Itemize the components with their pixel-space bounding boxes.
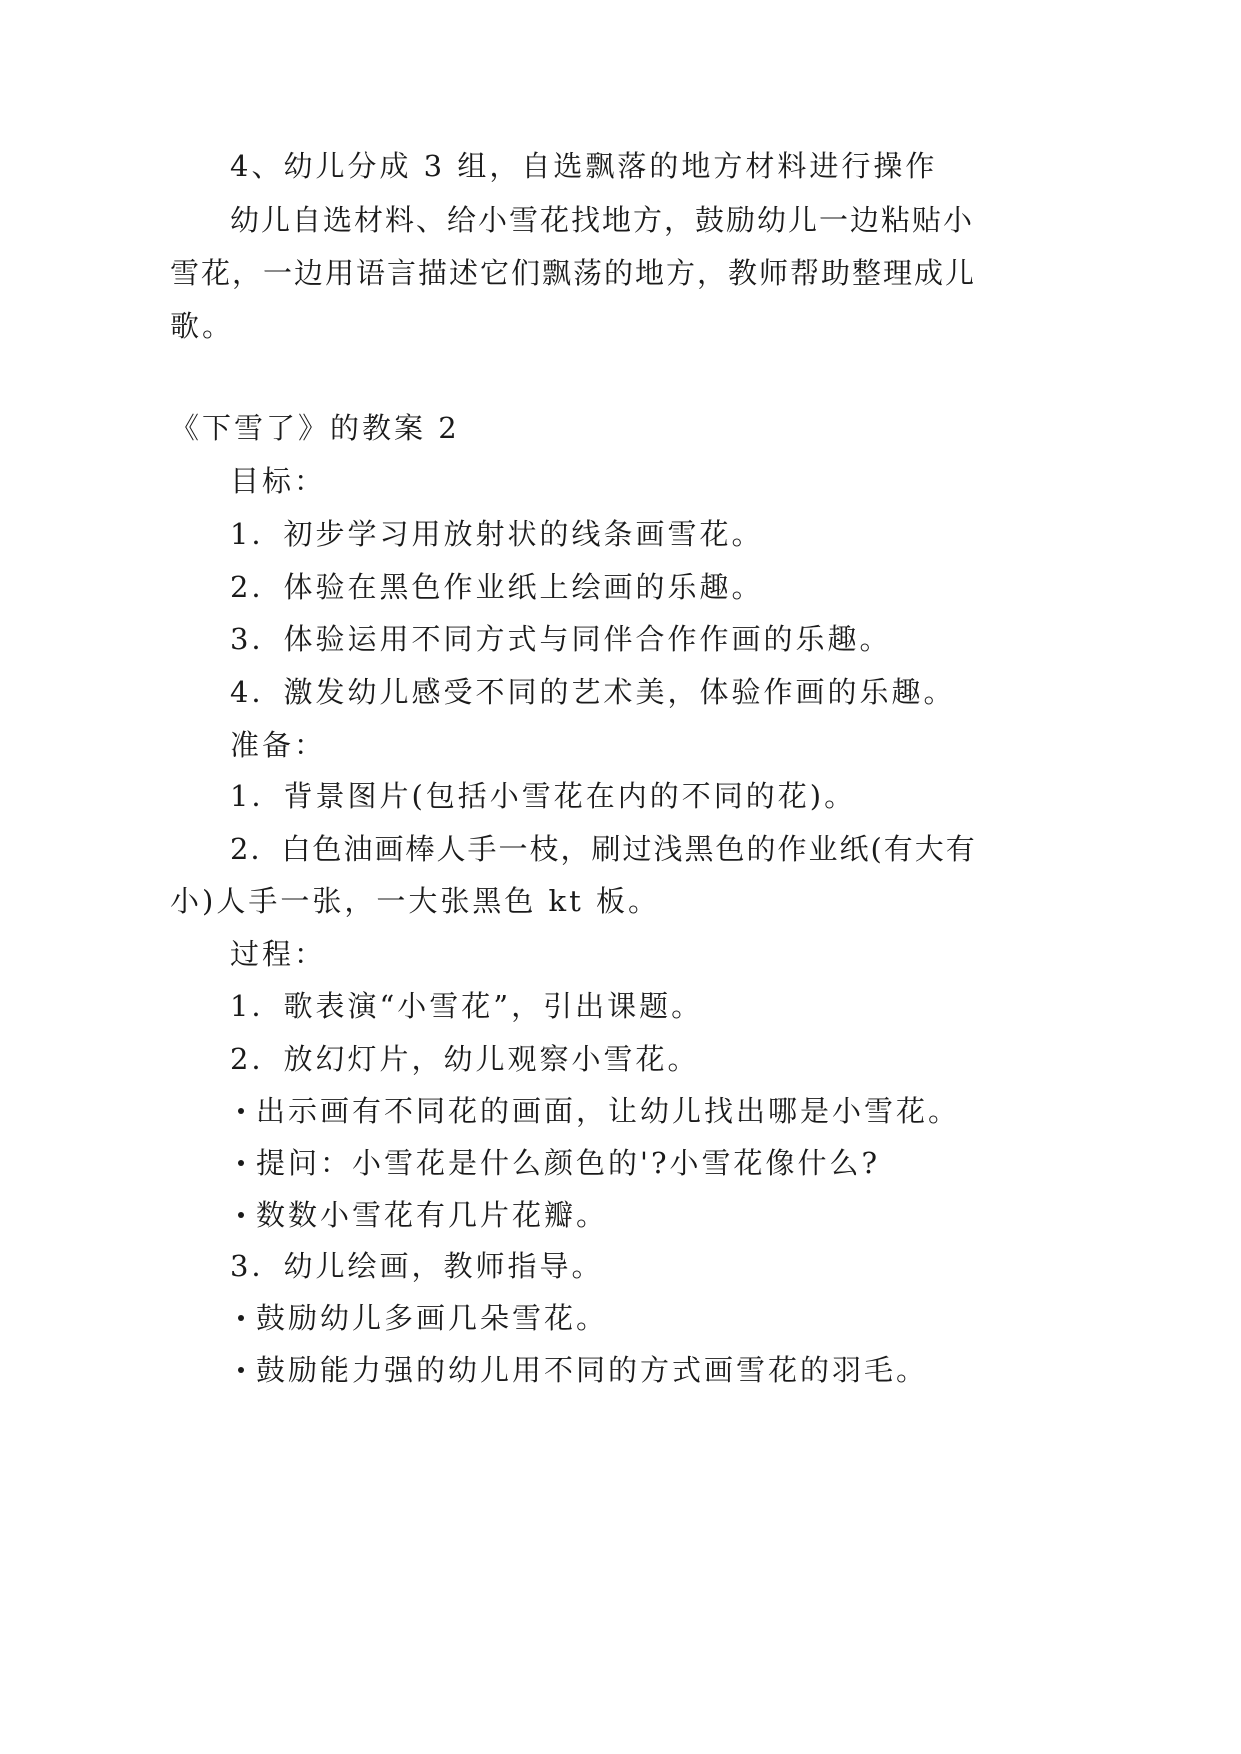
process-step-2: 2．放幻灯片，幼儿观察小雪花。 (230, 1042, 700, 1076)
prep-item-2-line-1: 2．白色油画棒人手一枝，刷过浅黑色的作业纸(有大有 (230, 832, 977, 866)
prep-heading: 准备： (230, 728, 327, 762)
bullet-item (238, 1298, 608, 1338)
goal-item: 2．体验在黑色作业纸上绘画的乐趣。 (230, 570, 764, 604)
paragraph-line-1: 幼儿自选材料、给小雪花找地方，鼓励幼儿一边粘贴小 (230, 203, 975, 237)
process-step-3: 3．幼儿绘画，教师指导。 (230, 1249, 604, 1283)
bullet-item (238, 1143, 880, 1183)
bullet-text: 提问：小雪花是什么颜色的'?小雪花像什么? (256, 1146, 881, 1180)
step-4-text: 4、幼儿分成 3 组，自选飘落的地方材料进行操作 (230, 149, 938, 183)
lesson-plan-title: 《下雪了》的教案 2 (170, 411, 460, 445)
bullet-text: 数数小雪花有几片花瓣。 (256, 1198, 609, 1232)
bullet-text: 鼓励幼儿多画几朵雪花。 (256, 1301, 609, 1335)
bullet-dot-icon (238, 1212, 244, 1218)
prep-item-2-line-2: 小)人手一张，一大张黑色 kt 板。 (170, 884, 660, 918)
paragraph-line-3: 歌。 (170, 309, 235, 343)
goal-item: 3．体验运用不同方式与同伴合作作画的乐趣。 (230, 622, 892, 656)
bullet-dot-icon (238, 1367, 244, 1373)
bullet-dot-icon (238, 1108, 244, 1114)
prep-item-1: 1．背景图片(包括小雪花在内的不同的花)。 (230, 779, 857, 813)
bullet-dot-icon (238, 1315, 244, 1321)
process-heading: 过程： (230, 937, 327, 971)
goal-item: 4．激发幼儿感受不同的艺术美，体验作画的乐趣。 (230, 675, 956, 709)
bullet-item (238, 1350, 928, 1390)
bullet-text: 出示画有不同花的画面，让幼儿找出哪是小雪花。 (256, 1094, 961, 1128)
paragraph-line-2: 雪花，一边用语言描述它们飘荡的地方，教师帮助整理成儿 (170, 256, 977, 290)
process-step-1: 1．歌表演“小雪花”，引出课题。 (230, 989, 704, 1023)
bullet-dot-icon (238, 1160, 244, 1166)
goals-heading: 目标： (230, 464, 327, 498)
bullet-item (238, 1195, 608, 1235)
bullet-item (238, 1091, 960, 1131)
bullet-text: 鼓励能力强的幼儿用不同的方式画雪花的羽毛。 (256, 1353, 929, 1387)
goal-item: 1．初步学习用放射状的线条画雪花。 (230, 517, 764, 551)
